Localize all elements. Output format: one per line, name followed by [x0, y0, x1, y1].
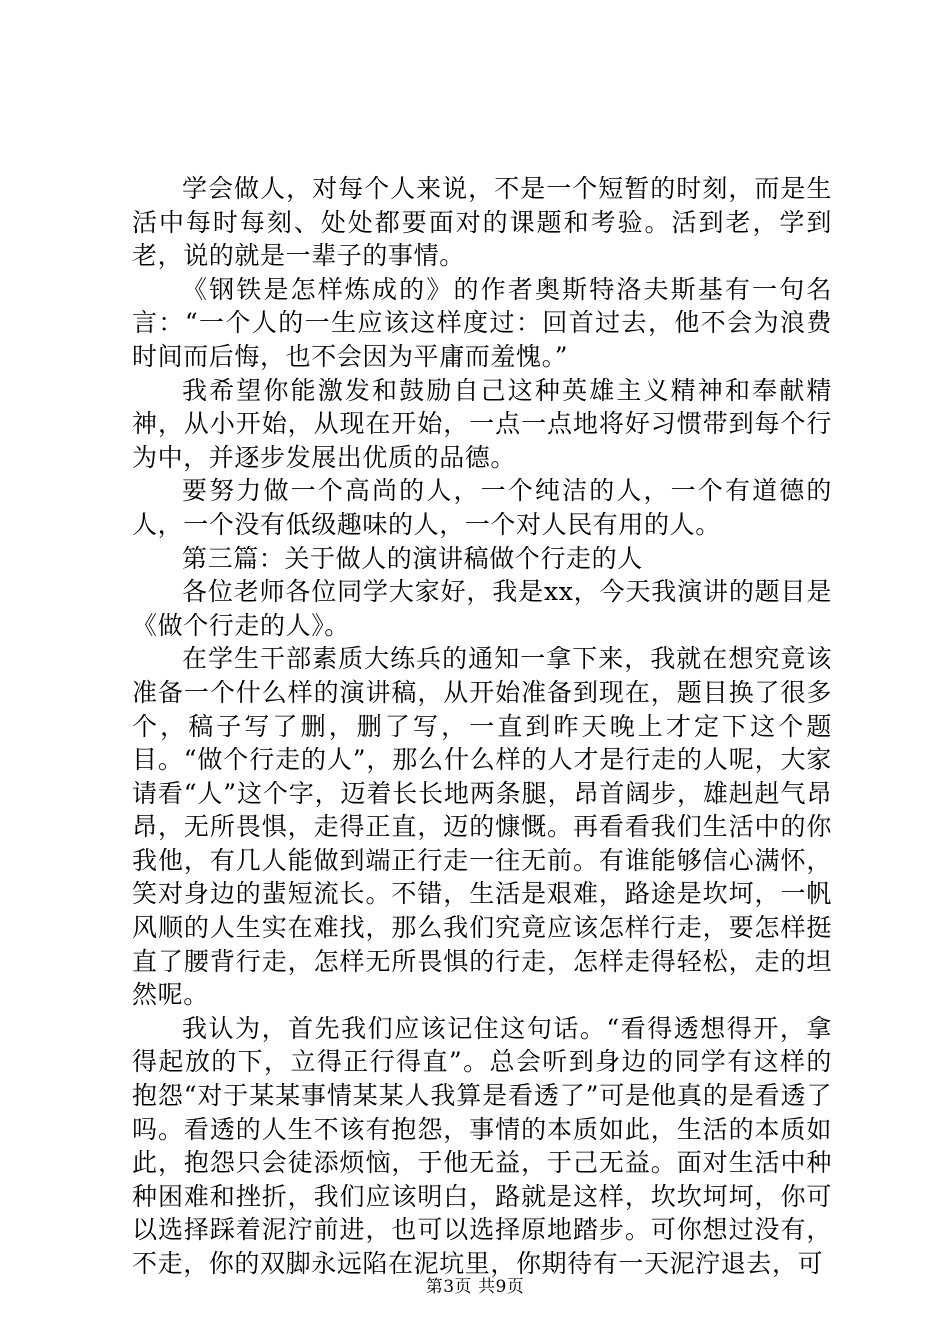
- paragraph-6: 在学生干部素质大练兵的通知一拿下来，我就在想究竟该准备一个什么样的演讲稿，从开始准备到现在，题目换了很多个，稿子写了删，删了写，一直到昨天晚上才定下这个题目。“做个行走的人”，那么什么样的人才是行走的人呢，大家请看“人”这个字，迈着长长地两条腿，昂首阔步，雄赳赳气昂昂，无所畏惧，走得正直，迈的慷慨。再看看我们生活中的你我他，有几人能做到端正行走一往无前。有谁能够信心满怀，笑对身边的蜚短流长。不错，生活是艰难，路途是坎坷，一帆风顺的人生实在难找，那么我们究竟应该怎样行走，要怎样挺直了腰背行走，怎样无所畏惧的行走，怎样走得轻松，走的坦然呢。: [132, 644, 832, 1010]
- paragraph-4: 要努力做一个高尚的人，一个纯洁的人，一个有道德的人，一个没有低级趣味的人，一个对人民有用的人。: [132, 476, 832, 539]
- paragraph-3: 我希望你能激发和鼓励自己这种英雄主义精神和奉献精神，从小开始，从现在开始，一点一点地将好习惯带到每个行为中，并逐步发展出优质的品德。: [132, 375, 832, 472]
- paragraph-7: 我认为，首先我们应该记住这句话。“看得透想得开，拿得起放的下，立得正行得直”。总会听到身边的同学有这样的抱怨“对于某某事情某某人我算是看透了”可是他真的是看透了吗。看透的人生不该有抱怨，事情的本质如此，生活的本质如此，抱怨只会徒添烦恼，于他无益，于己无益。面对生活中种种困难和挫折，我们应该明白，路就是这样，坎坎坷坷，你可以选择踩着泥泞前进，也可以选择原地踏步。可你想过没有，不走，你的双脚永远陷在泥坑里，你期待有一天泥泞退去，可: [132, 1013, 832, 1278]
- paragraph-2: 《钢铁是怎样炼成的》的作者奥斯特洛夫斯基有一句名言：“一个人的一生应该这样度过：回首过去，他不会为浪费时间而后悔，也不会因为平庸而羞愧。”: [132, 274, 832, 371]
- section-heading: 第三篇：关于做人的演讲稿做个行走的人: [182, 543, 643, 573]
- page-footer: 第3页 共9页: [425, 1277, 525, 1297]
- document-body: [132, 172, 832, 1281]
- paragraph-5: 各位老师各位同学大家好，我是xx，今天我演讲的题目是《做个行走的人》。: [132, 577, 832, 640]
- paragraph-1: 学会做人，对每个人来说，不是一个短暂的时刻，而是生活中每时每刻、处处都要面对的课题和考验。活到老，学到老，说的就是一辈子的事情。: [132, 174, 832, 271]
